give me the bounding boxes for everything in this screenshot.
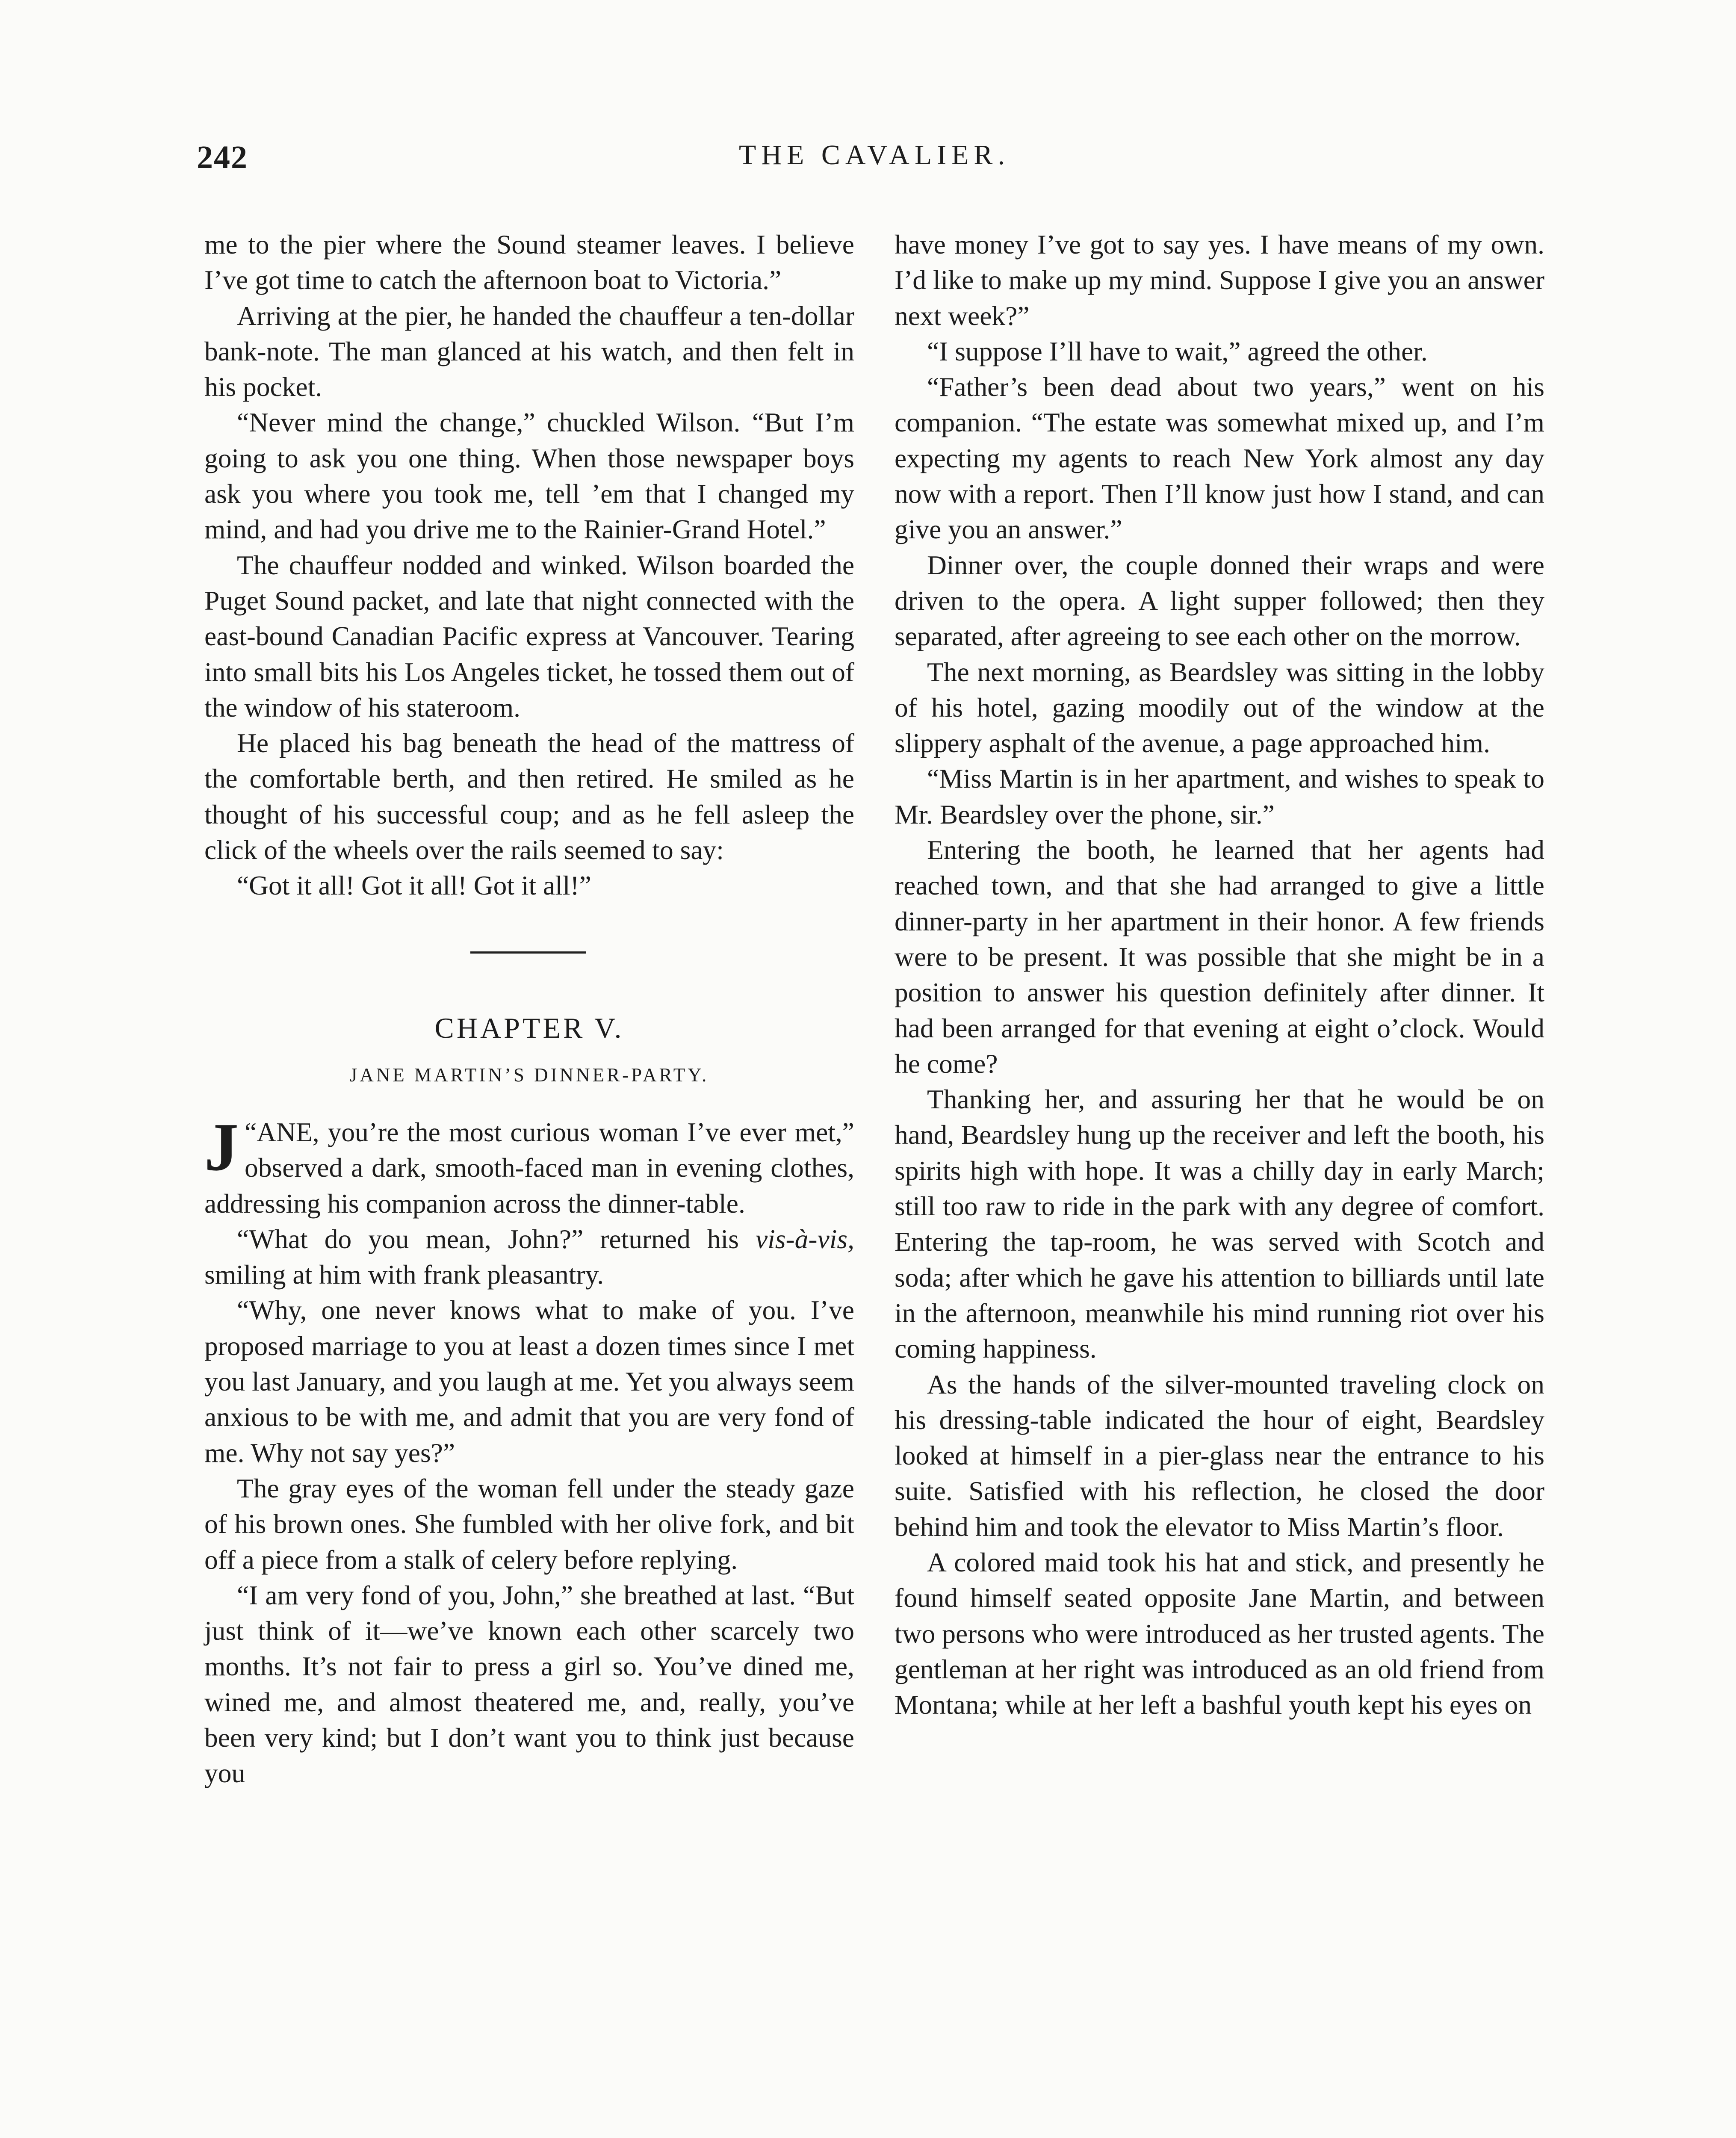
page-header [197, 139, 1552, 186]
paragraph [204, 1221, 854, 1293]
paragraph: “I am very fond of you, John,” she breathed at last. “But just think of it—we’ve known each other scarcely two months. It’s not fair to press a girl so. You’ve dined me, wined me, and almost theatered me, and, really, you’ve been very kind; but I don’t want you to think just because you [204, 1580, 854, 1789]
paragraph: Entering the booth, he learned that her agents had reached town, and that she had arranged to give a little dinner-party in her apartment in their honor. A few friends were to be present. It was possible that she might be in a position to answer his question definitely after dinner. It had been arranged for that evening at eight o’clock. Would he come? [895, 835, 1544, 1079]
paragraph: “Miss Martin is in her apartment, and wishes to speak to Mr. Beardsley over the phone, sir.” [895, 763, 1544, 830]
paragraph: “Why, one never knows what to make of you. I’ve proposed marriage to you at least a dozen times since I met you last January, and you laugh at me. Yet you always seem anxious to be with me, and admit that you are very fond of me. Why not say yes?” [204, 1295, 854, 1468]
paragraph: “I suppose I’ll have to wait,” agreed the other. [927, 336, 1428, 366]
italic-text: vis-à-vis, [756, 1223, 854, 1254]
paragraph: He placed his bag beneath the head of the mattress of the comfortable berth, and then retired. He smiled as he thought of his successful coup; and as he fell asleep the click of the wheels over the rails seemed to say: [204, 728, 854, 865]
paragraph: Dinner over, the couple donned their wraps and were driven to the opera. A light supper followed; then they separated, after agreeing to see each other on the morrow. [895, 549, 1544, 652]
paragraph: “Got it all! Got it all! Got it all!” [237, 870, 591, 901]
paragraph-opening [204, 1108, 854, 1221]
chapter-title: CHAPTER V. [434, 1011, 624, 1044]
paragraph-text: smiling at him with frank pleasantry. [204, 1259, 604, 1290]
page-number: 242 [197, 139, 248, 175]
right-column [895, 227, 1544, 1722]
drop-cap: J [204, 1108, 239, 1185]
paragraph: The next morning, as Beardsley was sitting in the lobby of his hotel, gazing moodily out of the window at the slippery asphalt of the avenue, a page approached him. [895, 656, 1544, 759]
paragraph: As the hands of the silver-mounted traveling clock on his dressing-table indicated the hour of eight, Beardsley looked at himself in a pier-glass near the entrance to his suite. Satisfied with his reflection, he closed the door behind him and took the elevator to Miss Martin’s floor. [895, 1369, 1544, 1542]
paragraph-text: ANE, you’re the most curious woman I’ve ever met,” observed a dark, smooth-faced man in evening clothes, addressing his companion across the dinner-table. [204, 1116, 854, 1219]
paragraph: A colored maid took his hat and stick, and presently he found himself seated opposite Jane Martin, and between two persons who were introduced as her trusted agents. The gentleman at her right was introduced as an old friend from Montana; while at her left a bashful youth kept his eyes on [895, 1547, 1544, 1720]
paragraph: have money I’ve got to say yes. I have means of my own. I’d like to make up my mind. Suppose I give you an answer next week?” [895, 229, 1544, 331]
chapter-subtitle: JANE MARTIN’S DINNER-PARTY. [349, 1064, 709, 1086]
paragraph: “Father’s been dead about two years,” went on his companion. “The estate was somewhat mixed up, and I’m expecting my agents to reach New York almost any day now with a report. Then I’ll know just how I stand, and can give you an answer.” [895, 372, 1544, 545]
paragraph-text: “What do you mean, John?” returned his [237, 1223, 756, 1254]
paragraph: Thanking her, and assuring her that he would be on hand, Beardsley hung up the receiver and left the booth, his spirits high with hope. It was a chilly day in early March; still too raw to ride in the park with any degree of comfort. Entering the tap-room, he was served with Scotch and soda; after which he gave his attention to billiards until late in the afternoon, meanwhile his mind running riot over his coming happiness. [895, 1084, 1544, 1364]
opening-quote: “ [245, 1116, 257, 1147]
section-divider [470, 951, 586, 954]
left-column [204, 227, 854, 1791]
paragraph: me to the pier where the Sound steamer leaves. I believe I’ve got time to catch the afternoon boat to Victoria.” [204, 229, 854, 295]
paragraph: Arriving at the pier, he handed the chauffeur a ten-dollar bank-note. The man glanced at his watch, and then felt in his pocket. [204, 300, 854, 402]
paragraph: The chauffeur nodded and winked. Wilson boarded the Puget Sound packet, and late that night connected with the east-bound Canadian Pacific express at Vancouver. Tearing into small bits his Los Angeles ticket, he tossed them out of the window of his stateroom. [204, 549, 854, 723]
paragraph: The gray eyes of the woman fell under the steady gaze of his brown ones. She fumbled with her olive fork, and bit off a piece from a stalk of celery before replying. [204, 1473, 854, 1575]
section-divider-wrap [204, 904, 854, 985]
running-title: THE CAVALIER. [739, 139, 1010, 171]
paragraph: “Never mind the change,” chuckled Wilson. “But I’m going to ask you one thing. When those newspaper boys ask you where you took me, tell ’em that I changed my mind, and had you drive me to the Rainier-Grand Hotel.” [204, 407, 854, 545]
